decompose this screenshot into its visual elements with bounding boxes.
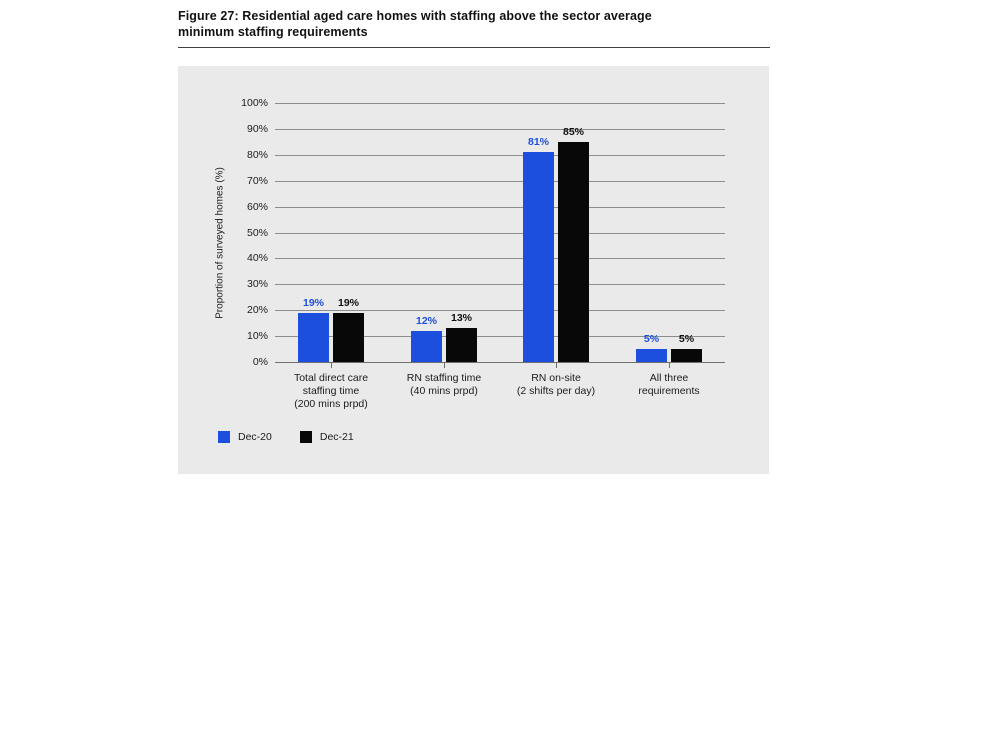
x-category-label-line: staffing time (302, 385, 360, 397)
gridline (275, 181, 725, 182)
y-tick-label: 100% (241, 97, 268, 109)
x-tick-mark (331, 363, 332, 368)
x-tick-mark (556, 363, 557, 368)
x-tick-mark (669, 363, 670, 368)
y-tick-label: 40% (246, 252, 268, 264)
bar-dec-21-3 (558, 142, 589, 362)
bar-dec-20-3 (523, 152, 554, 362)
y-axis-title: Proportion of surveyed homes (%) (214, 167, 226, 319)
x-tick-mark (444, 363, 445, 368)
bar-value-label: 13% (450, 312, 472, 324)
y-tick-label: 20% (246, 304, 268, 316)
bar-value-label: 19% (302, 297, 324, 309)
gridline (275, 310, 725, 311)
bar-value-label: 5% (643, 333, 660, 345)
legend-swatch-dec-21 (300, 431, 312, 443)
legend (218, 431, 354, 443)
bar-dec-20-1 (298, 313, 329, 362)
bar-value-label: 85% (562, 126, 584, 138)
legend-label: Dec-21 (319, 431, 354, 443)
gridline (275, 233, 725, 234)
legend-swatch-dec-20 (218, 431, 230, 443)
x-category-label-line: (200 mins prpd) (294, 398, 368, 410)
figure-title-line2: minimum staffing requirements (178, 25, 368, 39)
x-category-label-line: requirements (638, 385, 700, 397)
figure-title (178, 8, 770, 48)
bar-dec-20-2 (411, 331, 442, 362)
chart-panel (178, 66, 769, 474)
y-tick-label: 50% (246, 227, 268, 239)
x-category-label (594, 372, 744, 398)
legend-item-dec-21 (300, 431, 354, 443)
bar-dec-21-2 (446, 328, 477, 362)
bar-dec-21-1 (333, 313, 364, 362)
y-tick-label: 70% (246, 175, 268, 187)
x-category-label-line: (2 shifts per day) (516, 385, 596, 397)
gridline (275, 103, 725, 104)
y-tick-label: 90% (246, 123, 268, 135)
y-tick-label: 0% (252, 356, 268, 368)
gridline (275, 284, 725, 285)
y-tick-label: 60% (246, 201, 268, 213)
gridline (275, 207, 725, 208)
y-tick-label: 10% (246, 330, 268, 342)
gridline (275, 258, 725, 259)
y-tick-label: 30% (246, 278, 268, 290)
x-category-label-line: RN staffing time (406, 372, 482, 384)
x-axis-line (275, 362, 725, 363)
figure-title-line1: Figure 27: Residential aged care homes with staffing above the sector average (178, 9, 652, 23)
x-category-label-line: Total direct care (293, 372, 369, 384)
x-category-label-line: All three (649, 372, 689, 384)
bar-value-label: 81% (527, 136, 549, 148)
x-category-label-line: (40 mins prpd) (410, 385, 478, 397)
legend-label: Dec-20 (238, 431, 272, 443)
x-category-label-line: RN on-site (531, 372, 581, 384)
y-tick-label: 80% (246, 149, 268, 161)
bar-value-label: 19% (337, 297, 359, 309)
bar-dec-20-4 (636, 349, 667, 362)
legend-item-dec-20 (218, 431, 272, 443)
bar-value-label: 5% (678, 333, 695, 345)
gridline (275, 155, 725, 156)
gridline (275, 129, 725, 130)
bar-value-label: 12% (415, 315, 437, 327)
bar-dec-21-4 (671, 349, 702, 362)
